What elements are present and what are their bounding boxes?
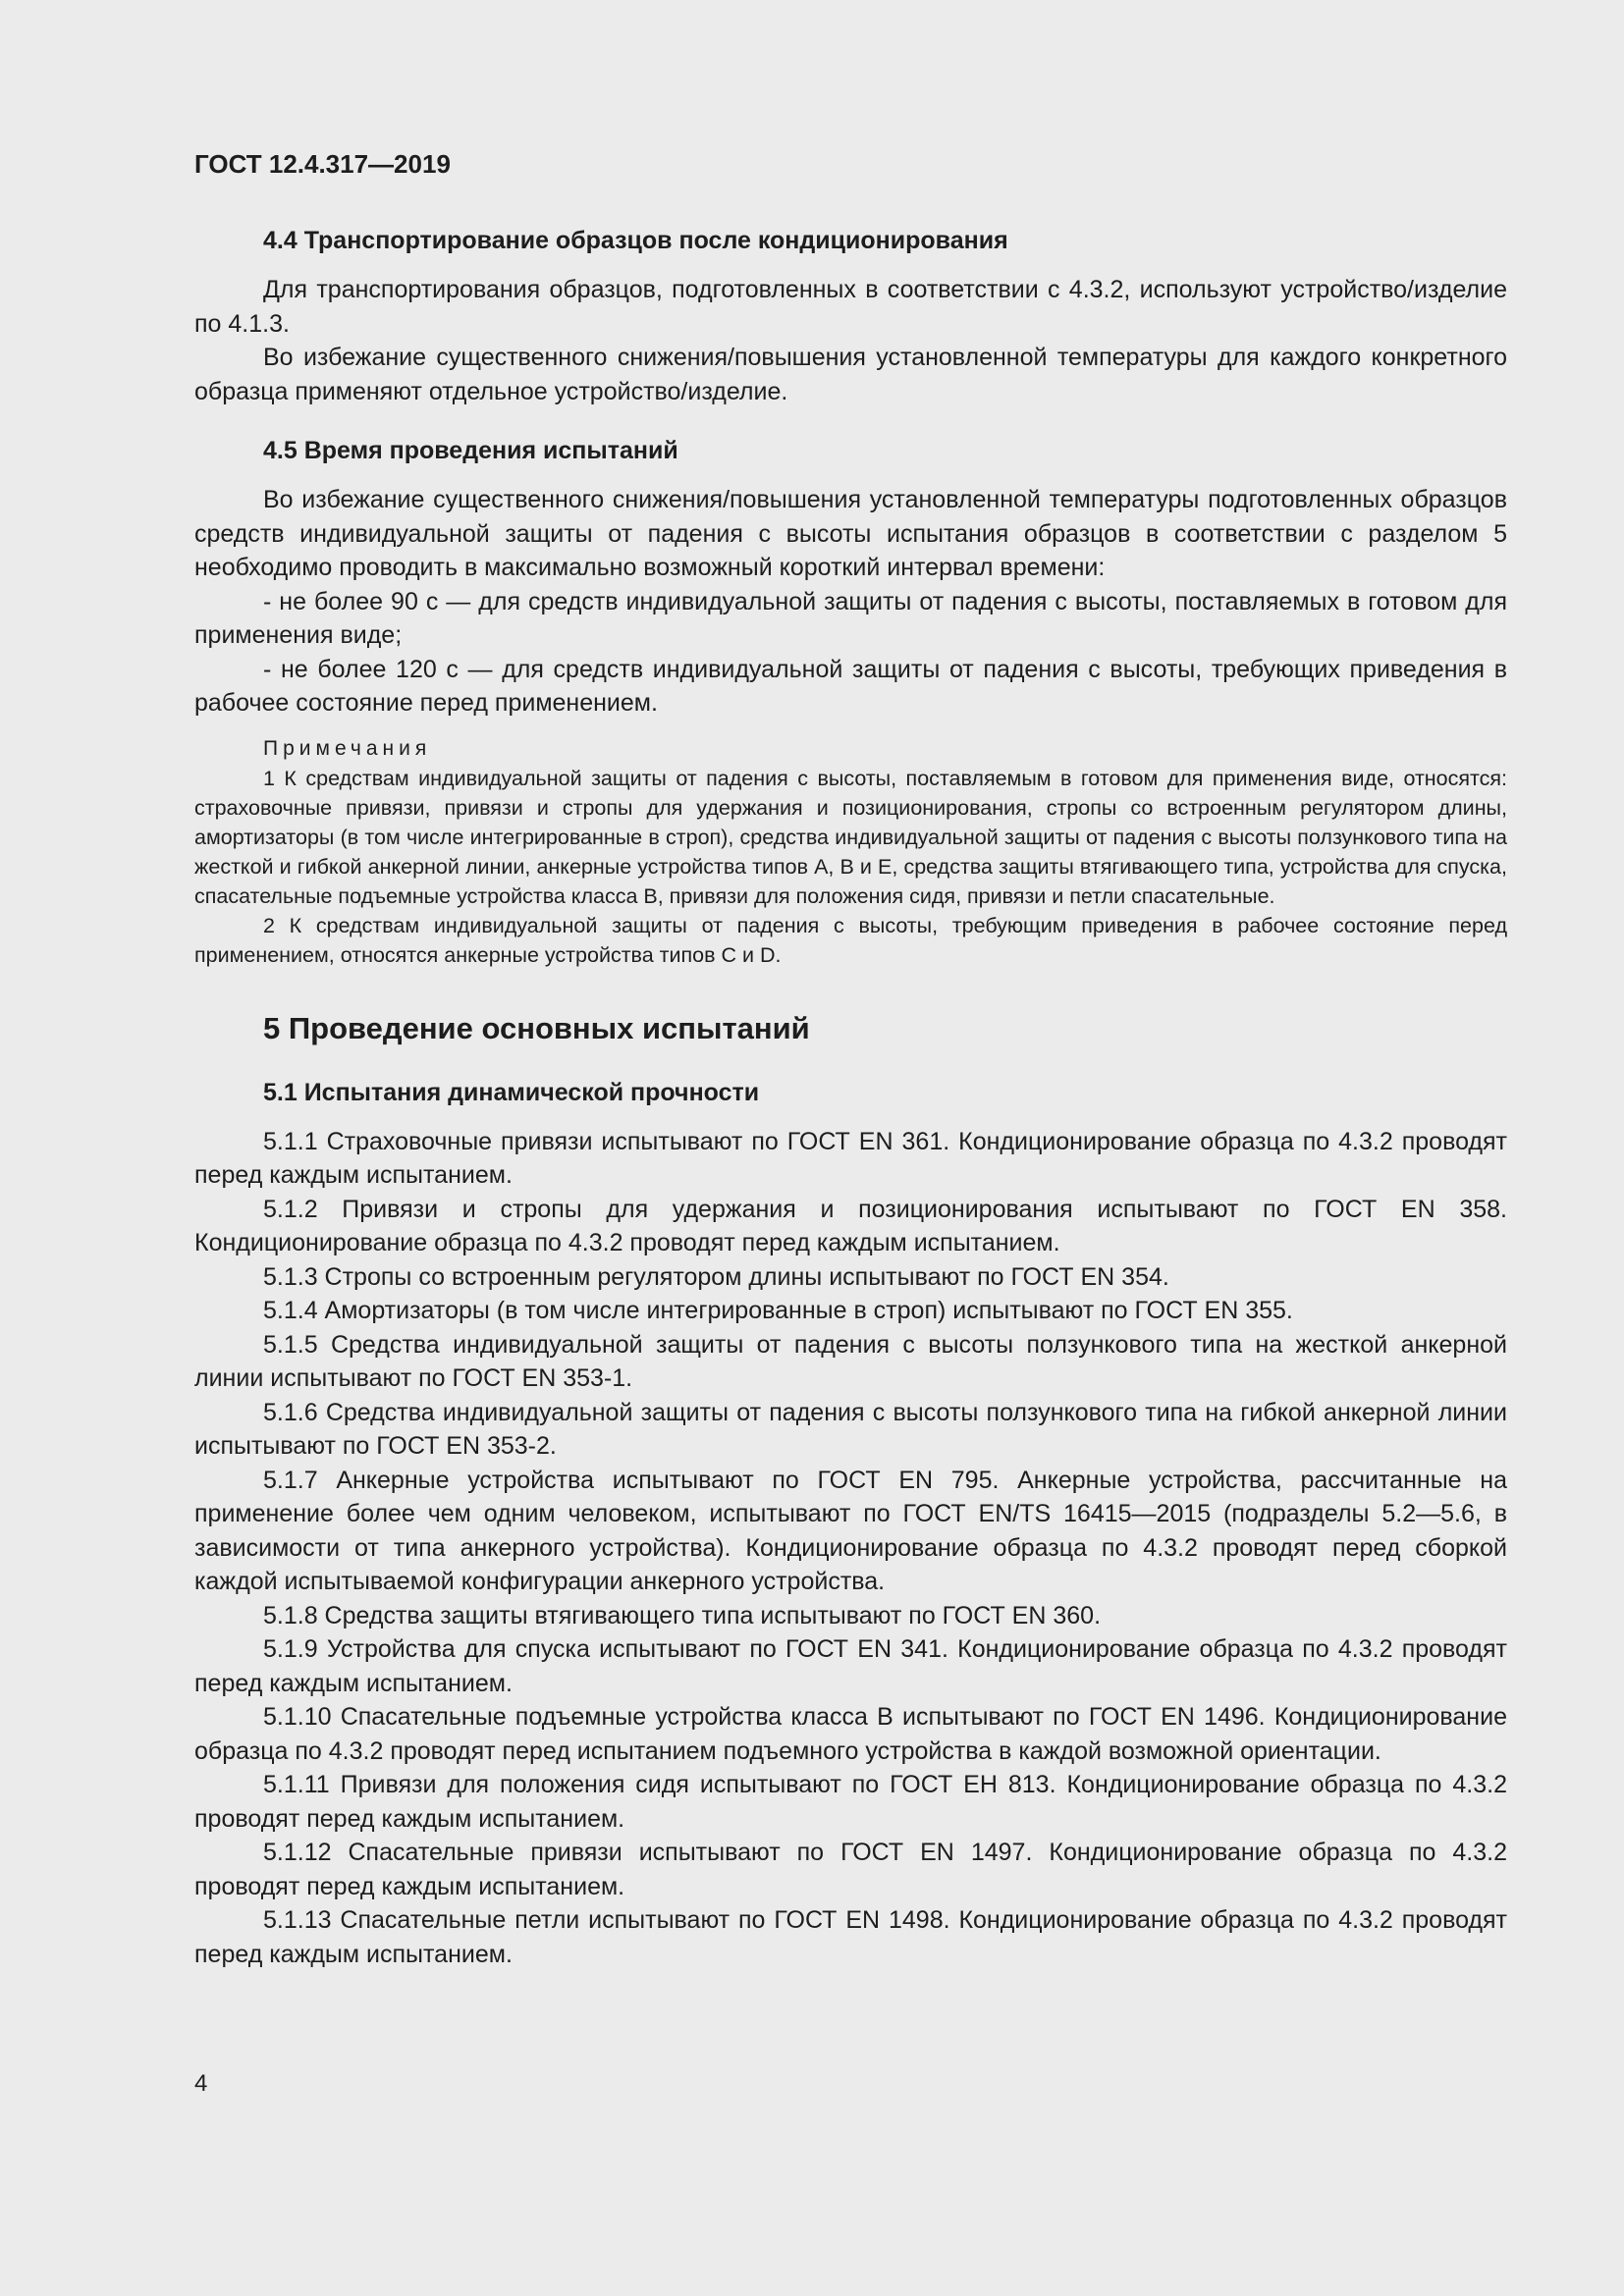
clause-5-1-9: 5.1.9 Устройства для спуска испытывают по ГОСТ EN 341. Кондиционирование образца по 4.3.2 проводят перед каждым испытанием. [194,1635,1507,1697]
document-code-header: ГОСТ 12.4.317—2019 [194,149,451,179]
clause-5-1-13: 5.1.13 Спасательные петли испытывают по ГОСТ EN 1498. Кондиционирование образца по 4.3.2 проводят перед каждым испытанием. [194,1906,1507,1968]
chapter-5-title: 5 Проведение основных испытаний [263,1010,810,1045]
section-4-5-list-item-2: - не более 120 с — для средств индивидуальной защиты от падения с высоты, требующих приведения в рабочее состояние перед применением. [194,655,1507,717]
clause-5-1-1: 5.1.1 Страховочные привязи испытывают по ГОСТ EN 361. Кондиционирование образца по 4.3.2 проводят перед каждым испытанием. [194,1127,1507,1189]
clause-5-1-2: 5.1.2 Привязи и стропы для удержания и позиционирования испытывают по ГОСТ EN 358. Кондиционирование образца по 4.3.2 проводят перед каждым испытанием. [194,1195,1507,1256]
note-1: 1 К средствам индивидуальной защиты от падения с высоты, поставляемым в готовом для применения виде, относятся: страховочные привязи, привязи и стропы для удержания и позиционирования, стропы со встроенным регулятором длины, амортизаторы (в том числе интегрированные в строп), средства индивидуальной защиты от падения с высоты ползункового типа на жесткой и гибкой анкерной линии, анкерные устройства типов A, B и E, средства защиты втягивающего типа, устройства для спуска, спасательные подъемные устройства класса B, привязи для положения сидя, привязи и петли спасательные. [194,766,1507,908]
notes-title: Примечания [263,736,432,760]
clause-5-1-11: 5.1.11 Привязи для положения сидя испытывают по ГОСТ ЕН 813. Кондиционирование образца по 4.3.2 проводят перед каждым испытанием. [194,1771,1507,1833]
clause-5-1-8: 5.1.8 Средства защиты втягивающего типа испытывают по ГОСТ EN 360. [263,1601,1102,1629]
section-4-5-title: 4.5 Время проведения испытаний [263,437,678,464]
page-number: 4 [194,2070,208,2097]
section-4-4-paragraph-1: Для транспортирования образцов, подготовленных в соответствии с 4.3.2, используют устройство/изделие по 4.1.3. [194,276,1507,338]
clause-5-1-6: 5.1.6 Средства индивидуальной защиты от падения с высоты ползункового типа на гибкой анкерной линии испытывают по ГОСТ EN 353-2. [194,1398,1507,1460]
clause-5-1-12: 5.1.12 Спасательные привязи испытывают по ГОСТ EN 1497. Кондиционирование образца по 4.3.2 проводят перед каждым испытанием. [194,1839,1507,1900]
document-page [194,147,1507,1971]
clause-5-1-4: 5.1.4 Амортизаторы (в том числе интегрированные в строп) испытывают по ГОСТ EN 355. [263,1297,1293,1324]
section-4-4-paragraph-2: Во избежание существенного снижения/повышения установленной температуры для каждого конкретного образца применяют отдельное устройство/изделие. [194,344,1507,405]
clause-5-1-3: 5.1.3 Стропы со встроенным регулятором длины испытывают по ГОСТ EN 354. [263,1262,1169,1291]
clause-5-1-5: 5.1.5 Средства индивидуальной защиты от падения с высоты ползункового типа на жесткой анкерной линии испытывают по ГОСТ EN 353-1. [194,1330,1507,1392]
section-4-5-list-item-1: - не более 90 с — для средств индивидуальной защиты от падения с высоты, поставляемых в готовом для применения виде; [194,587,1507,649]
section-5-1-title: 5.1 Испытания динамической прочности [263,1078,760,1106]
clause-5-1-7: 5.1.7 Анкерные устройства испытывают по ГОСТ EN 795. Анкерные устройства, рассчитанные на применение более чем одним человеком, испытывают по ГОСТ EN/TS 16415—2015 (подразделы 5.2—5.6, в зависимости от типа анкерного устройства). Кондиционирование образца по 4.3.2 проводят перед сборкой каждой испытываемой конфигурации анкерного устройства. [194,1466,1507,1595]
note-2: 2 К средствам индивидуальной защиты от падения с высоты, требующим приведения в рабочее состояние перед применением, относятся анкерные устройства типов C и D. [194,913,1507,967]
section-4-5-paragraph-1: Во избежание существенного снижения/повышения установленной температуры подготовленных образцов средств индивидуальной защиты от падения с высоты испытания образцов в соответствии с разделом 5 необходимо проводить в максимально возможный короткий интервал времени: [194,486,1507,581]
section-4-4-title: 4.4 Транспортирование образцов после кондиционирования [263,227,1008,254]
clause-5-1-10: 5.1.10 Спасательные подъемные устройства класса B испытывают по ГОСТ EN 1496. Кондиционирование образца по 4.3.2 проводят перед испытанием подъемного устройства в каждой возможной ориентации. [194,1703,1507,1765]
